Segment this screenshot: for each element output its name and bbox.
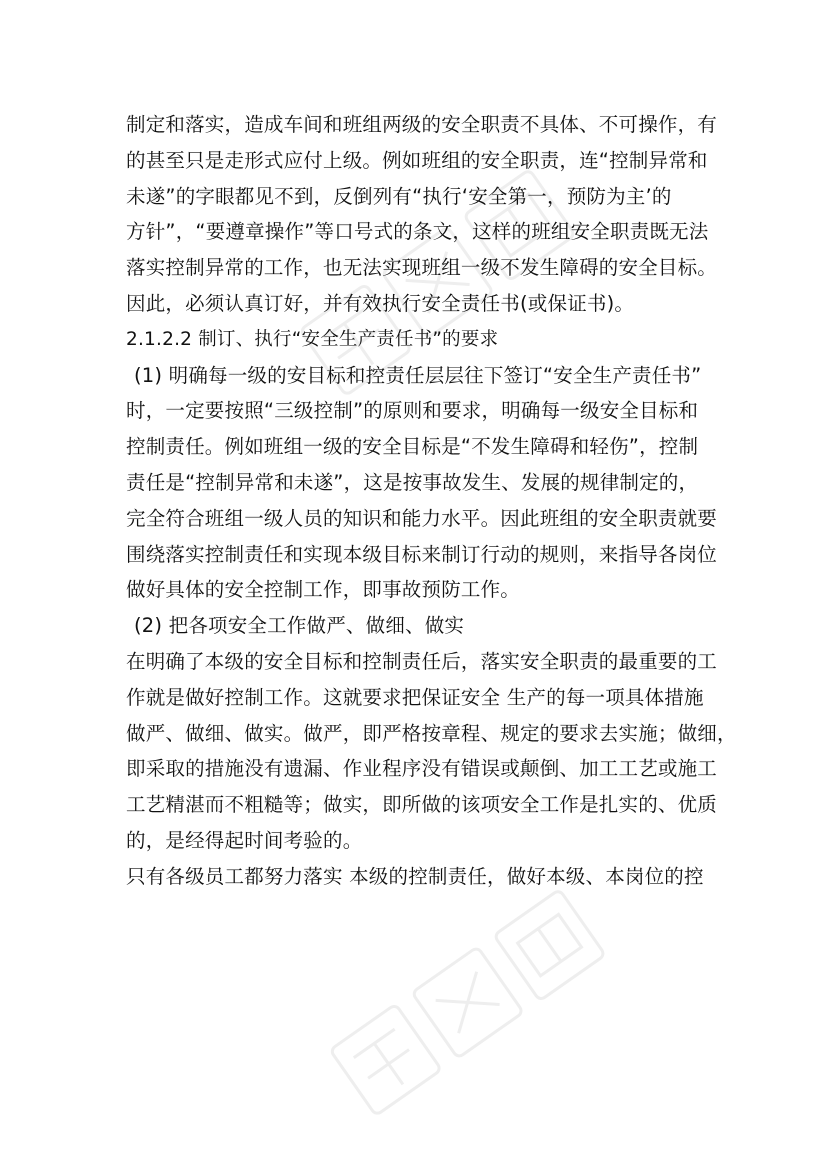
body-line: 即采取的措施没有遗漏、作业程序没有错误或颠倒、加工工艺或施工	[126, 757, 718, 781]
body-line: 在明确了本级的安全目标和控制责任后，落实安全职责的最重要的工	[126, 649, 718, 673]
body-line: 工艺精湛而不粗糙等；做实，即所做的该项安全工作是扎实的、优质	[126, 793, 718, 817]
body-line: 未遂”的字眼都见不到，反倒列有“执行‘安全第一，预防为主’的	[126, 184, 672, 208]
body-line: 方针”，“要遵章操作”等口号式的条文，这样的班组安全职责既无法	[126, 220, 709, 244]
body-line: 完全符合班组一级人员的知识和能力水平。因此班组的安全职责就要	[126, 506, 718, 530]
body-line: 作就是做好控制工作。这就要求把保证安全 生产的每一项具体措施	[126, 685, 704, 709]
body-line: 的，是经得起时间考验的。	[126, 828, 363, 852]
list-item-heading: (1) 明确每一级的安目标和控责任层层往下签订“安全生产责任书”	[134, 363, 702, 387]
body-line: 落实控制异常的工作，也无法实现班组一级不发生障碍的安全目标。	[126, 256, 718, 280]
body-line: 做好具体的安全控制工作，即事故预防工作。	[126, 578, 521, 602]
section-heading: 2.1.2.2 制订、执行“安全生产责任书”的要求	[126, 328, 499, 350]
document-body	[126, 107, 737, 895]
body-line: 因此，必须认真订好，并有效执行安全责任书(或保证书)。	[126, 291, 635, 315]
body-line: 制定和落实，造成车间和班组两级的安全职责不具体、不可操作，有	[126, 113, 718, 136]
body-line: 做严、做细、做实。做严，即严格按章程、规定的要求去实施；做细，	[126, 721, 737, 745]
list-item-heading: (2) 把各项安全工作做严、做细、做实	[134, 614, 465, 638]
body-line: 责任是“控制异常和未遂”，这是按事故发生、发展的规律制定的，	[126, 470, 699, 494]
body-line: 时，一定要按照“三级控制”的原则和要求，明确每一级安全目标和	[126, 399, 699, 423]
body-line: 控制责任。例如班组一级的安全目标是“不发生障碍和轻伤”，控制	[126, 435, 699, 459]
body-line: 围绕落实控制责任和实现本级目标来制订行动的规则，来指导各岗位	[126, 542, 718, 566]
body-line: 只有各级员工都努力落实 本级的控制责任，做好本级、本岗位的控	[126, 864, 704, 888]
body-line: 的甚至只是走形式应付上级。例如班组的安全职责，连“控制异常和	[126, 148, 708, 172]
